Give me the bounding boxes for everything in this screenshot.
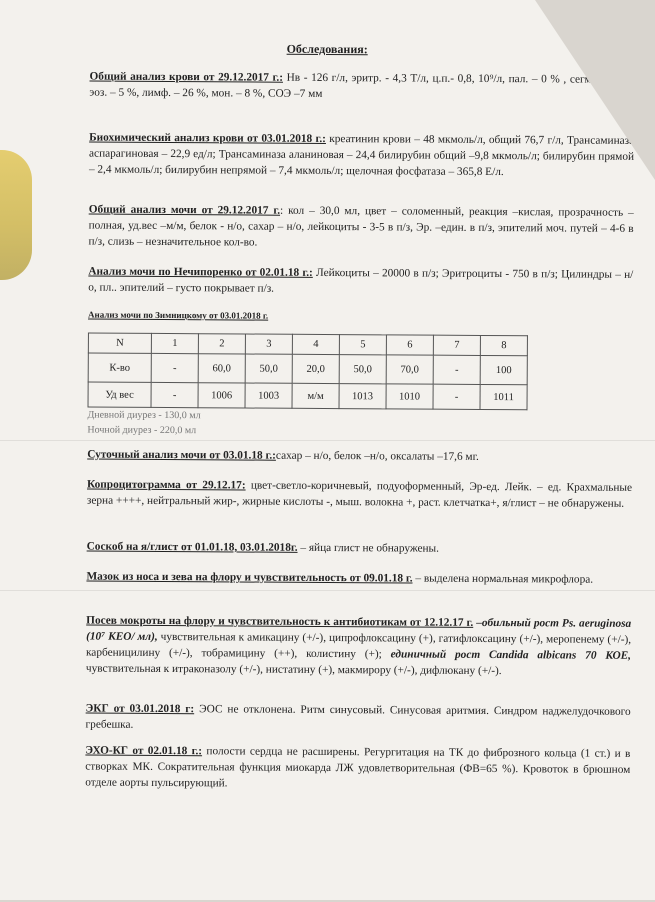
table-cell: 1003	[245, 383, 292, 408]
section-text: цвет-светло-коричневый, подуоформенный, Эр-ед. Лейк. – ед. Крахмальные зерна ++++, нейтральный жир-, жирные кислоты -, мыш. волокна +, раст. клетчатка+, я/глист – не обнаружены.	[86, 479, 633, 510]
section-coprogram	[87, 477, 632, 512]
table-cell: 100	[480, 355, 527, 384]
table-cell: -	[151, 382, 198, 407]
section-heading: Анализ мочи по Нечипоренко от 02.01.18 г.:	[88, 265, 313, 279]
table-cell: 1	[151, 333, 198, 353]
table-row	[88, 333, 527, 356]
table-cell: -	[433, 355, 480, 384]
table-cell: 5	[339, 335, 386, 355]
table-row	[88, 353, 527, 385]
table-cell: -	[151, 353, 198, 382]
section-heading: Посев мокроты на флору и чувствительность к антибиотикам от 12.12.17 г.	[86, 614, 474, 629]
table-cell: -	[433, 384, 480, 409]
night-diuresis: Ночной диурез - 220,0 мл	[87, 424, 197, 437]
folded-corner	[535, 0, 655, 180]
section-daily-urine	[87, 447, 632, 466]
table-cell: 8	[480, 335, 527, 355]
section-text: Лейкоциты – 20000 в п/з; Эритроциты - 750 в п/з; Цилиндры – н/о, пл.. эпителий – густо покрывает п/з.	[88, 266, 634, 295]
table-cell: К-во	[88, 353, 151, 382]
section-heading: Общий анализ крови от 29.12.2017 г.:	[89, 70, 284, 84]
section-swab	[86, 569, 631, 588]
section-text: Нв - 126 г/л, эритр. - 4,3 Т/л, ц.п.- 0,8, 10⁹/л, пал. – 0 % , сегм. – 61 %, эоз. – 5 %, лимф. – 26 %, мон. – 8 %, СОЭ –7 мм	[89, 71, 635, 100]
table-cell: 50,0	[339, 355, 386, 384]
section-heading: ЭКГ от 03.01.2018 г:	[85, 702, 195, 716]
section-emphasis: –обильный рост Ps. aeruginosa (10⁷ КЕО/ мл),	[86, 616, 632, 643]
table-cell: 1010	[386, 384, 433, 409]
table-cell: 4	[292, 334, 339, 354]
table-cell: 1006	[198, 383, 245, 408]
table-cell: 70,0	[386, 355, 433, 384]
section-text: ЭОС не отклонена. Ритм синусовый. Синусовая аритмия. Синдром наджелудочкового гребешка.	[85, 703, 631, 731]
table-cell: 1013	[339, 384, 386, 409]
table-cell: Уд вес	[88, 382, 151, 407]
zimnitsky-title: Анализ мочи по Зимницкому от 03.01.2018 г.	[88, 309, 269, 321]
table-cell: м/м	[292, 383, 339, 408]
section-text: полости сердца не расширены. Регургитация на ТК до фиброзного кольца (1 ст.) и в створках МК. Сократительная функция миокарда ЛЖ удовлетворительная (ФВ=65 %). Кровоток в брюшном отделе аорты пульсирующий.	[85, 745, 631, 790]
table-cell: 7	[433, 335, 480, 355]
section-heading: Соскоб на я/глист от 01.01.18, 03.01.2018г.	[86, 540, 298, 554]
zimnitsky-table	[88, 333, 528, 411]
section-ecg	[86, 701, 631, 736]
document-title: Обследования:	[286, 41, 368, 57]
section-nechiporenko	[88, 264, 633, 299]
section-oam	[88, 202, 633, 253]
table-cell: 1011	[480, 384, 527, 409]
section-heading: Мазок из носа и зева на флору и чувствительность от 09.01.18 г.	[86, 570, 413, 585]
section-sputum-culture	[86, 613, 631, 680]
section-text: чувствительная к амикацину (+/-), ципрофлоксацину (+), гатифлоксацину (+/-), меропенему (+/-), карбеницилину (+/-), тобрамицину (++), колистину (+);	[85, 630, 632, 661]
table-cell: 60,0	[198, 354, 245, 383]
section-heading: Копроцитограмма от 29.12.17:	[86, 478, 246, 492]
section-emphasis: единичный рост Candida albicans 70 КОЕ,	[381, 648, 632, 662]
section-text: сахар – н/о, белок –н/о, оксалаты –17,6 мг.	[275, 449, 479, 463]
section-scraping	[87, 539, 632, 558]
section-text: креатинин крови – 48 мкмоль/л, общий 76,7 г/л, Трансаминаза аспарагиновая – 22,9 ед/л; Трансаминаза аланиновая – 24,4 билирубин общий –9,8 мкмоль/л; билирубин прямой – 2,4 мкмоль/л; билирубин непрямой – 7,4 мкмоль/л; щелочная фосфатаза – 365,8 Е/л.	[88, 132, 635, 179]
table-cell: N	[88, 333, 151, 353]
day-diuresis: Дневной диурез - 130,0 мл	[87, 409, 201, 422]
section-heading: Биохимический анализ крови от 03.01.2018 г.:	[89, 131, 327, 145]
section-heading: Общий анализ мочи от 29.12.2017 г.	[88, 203, 281, 217]
table-row	[88, 382, 527, 410]
section-text: : кол – 30,0 мл, цвет – соломенный, реакция –кислая, прозрачность – полная, уд.вес –м/м, белок - н/о, сахар – н/о, лейкоциты - 3-5 в п/з, Эр. –един. в п/з, эпителий моч. путей – 4-6 в п/з, слизь – незначительное кол-во.	[88, 204, 634, 249]
table-cell: 50,0	[245, 354, 292, 383]
section-text: чувствительная к итраконазолу (+/-), нистатину (+), макмирору (+/-), дифлюкану (+/-).	[85, 662, 502, 678]
section-text: – выделена нормальная микрофлора.	[412, 572, 594, 586]
section-text: – яйца глист не обнаружены.	[297, 541, 440, 555]
table-cell: 2	[198, 334, 245, 354]
table-cell: 6	[386, 335, 433, 355]
section-heading: Суточный анализ мочи от 03.01.18 г.:	[87, 448, 276, 462]
table-cell: 3	[245, 334, 292, 354]
section-heading: ЭХО-КГ от 02.01.18 г.:	[85, 744, 203, 758]
table-cell: 20,0	[292, 354, 339, 383]
section-echo	[85, 743, 630, 794]
